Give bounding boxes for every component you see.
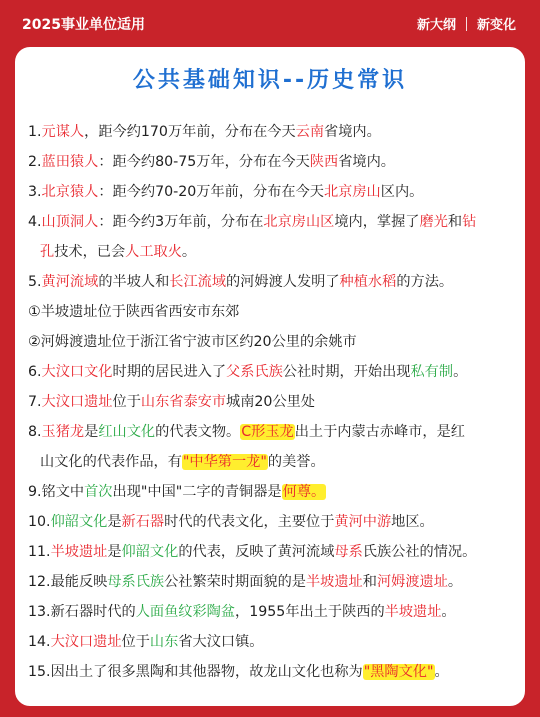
item-key-term: 蓝田猿人 (41, 154, 99, 170)
item-key-term: 人面鱼纹彩陶盆 (135, 604, 236, 620)
list-item-14 (28, 627, 518, 657)
tag-divider (466, 17, 467, 31)
item-text: 的代表，反映了黄河流域 (178, 544, 335, 560)
item-text: 氏族公社的情况。 (362, 544, 477, 560)
item-number: 7. (28, 394, 42, 410)
item-text: 。 (447, 574, 463, 590)
top-banner (0, 0, 540, 40)
item-text: 技术，已会 (54, 244, 126, 260)
item-key-term: 半坡遗址 (50, 544, 108, 560)
item-text: 的代表文物。 (155, 424, 241, 440)
item-number: 2. (28, 154, 42, 170)
item-text: 15.因出土了很多黑陶和其他器物，故龙山文化也称为 (28, 664, 363, 680)
list-item-8 (28, 417, 518, 477)
item-key-term: 母系氏族 (107, 574, 165, 590)
tag-group (417, 14, 516, 33)
item-text: 省境内。 (324, 124, 381, 140)
item-key-term: 大汶口遗址 (41, 394, 113, 410)
list-item-12 (28, 567, 518, 597)
item-text: 城南20公里处 (226, 394, 316, 410)
item-text: 。 (434, 664, 449, 680)
content-card (12, 44, 528, 709)
item-text: 时期的居民进入了 (112, 364, 227, 380)
list-item-15 (28, 657, 518, 687)
item-text: 公社繁荣时期面貌的是 (164, 574, 306, 590)
item-text: 出土于内蒙古赤峰市，是红 (294, 424, 465, 440)
item-key-term: 父系氏族 (226, 364, 283, 380)
item-key-term: 半坡遗址 (384, 604, 442, 620)
item-text: 出现"中国"二字的青铜器是 (112, 484, 282, 500)
item-text: 是 (107, 544, 122, 560)
item-key-term: 私有制 (410, 364, 454, 380)
item-key-term: 北京房山 (323, 184, 381, 200)
item-number: 6. (28, 364, 42, 380)
item-key-term: 孔 (40, 244, 55, 260)
item-text: 12.最能反映 (28, 574, 108, 590)
list-subitem-banpo: ①半坡遗址位于陕西省西安市东郊 (28, 304, 240, 320)
item-text: 省大汶口镇。 (178, 634, 264, 650)
item-key-term: 山东 (149, 634, 179, 650)
list-item-2 (28, 147, 518, 177)
item-text: 地区。 (391, 514, 434, 530)
item-number: 11. (28, 544, 51, 560)
item-highlight: C形玉龙 (241, 424, 294, 440)
item-text: 区内。 (380, 184, 424, 200)
list-item-3 (28, 177, 518, 207)
item-text: 省境内。 (338, 154, 395, 170)
item-key-term: 大汶口遗址 (50, 634, 122, 650)
item-text: 公社时期，开始出现 (282, 364, 411, 380)
list-item-6 (28, 357, 518, 387)
item-number: 10. (28, 514, 51, 530)
item-text: ：距今约80-75万年，分布在今天 (98, 154, 310, 170)
item-highlight: "中华第一龙" (182, 454, 267, 470)
item-number: 4. (28, 214, 42, 230)
item-key-term: 首次 (84, 484, 113, 500)
item-key-term: 山顶洞人 (41, 214, 99, 230)
list-subitem-hemudu: ②河姆渡遗址位于浙江省宁波市区约20公里的余姚市 (28, 334, 357, 350)
item-key-term: 陕西 (309, 154, 339, 170)
item-key-term: 磨光 (419, 214, 448, 230)
list-item-5 (28, 267, 518, 297)
item-text: 位于 (121, 634, 150, 650)
item-number: 1. (28, 124, 42, 140)
list-item-10 (28, 507, 518, 537)
item-text: 境内，掌握了 (334, 214, 420, 230)
list-item-7 (28, 387, 518, 417)
item-key-term: 黄河流域 (41, 274, 99, 290)
list-item-4 (28, 207, 518, 267)
item-text: 位于 (112, 394, 141, 410)
item-text: 的美誉。 (267, 454, 325, 470)
list-item-1 (28, 117, 518, 147)
item-key-term: 玉猪龙 (41, 424, 85, 440)
list-item-11 (28, 537, 518, 567)
item-text: 的河姆渡人发明了 (226, 274, 340, 290)
item-text: 是 (84, 424, 99, 440)
item-key-term: 母系 (334, 544, 363, 560)
tag-new-syllabus: 新大纲 (416, 18, 456, 33)
item-text: 9.铭文中 (28, 484, 85, 500)
item-number: 14. (28, 634, 51, 650)
item-text: 是 (107, 514, 122, 530)
list-item-9 (28, 477, 518, 507)
item-text: 和 (447, 214, 463, 230)
list-item-13 (28, 597, 518, 627)
item-text: ：距今约3万年前，分布在 (98, 214, 264, 230)
item-key-term: 仰韶文化 (50, 514, 108, 530)
item-key-term: 种植水稻 (339, 274, 397, 290)
item-key-term: 红山文化 (98, 424, 156, 440)
audience-label: 2025事业单位适用 (22, 17, 145, 33)
item-highlight: "黑陶文化" (363, 664, 434, 680)
item-key-term: 新石器 (121, 514, 165, 530)
tag-new-changes: 新变化 (476, 18, 516, 33)
item-continuation (28, 447, 518, 477)
item-key-term: 北京猿人 (41, 184, 99, 200)
item-number: 3. (28, 184, 42, 200)
item-number: 5. (28, 274, 42, 290)
item-text: 。 (441, 604, 456, 620)
item-key-term: 人工取火 (125, 244, 182, 260)
item-text: 和 (362, 574, 377, 590)
item-key-term: 北京房山区 (263, 214, 335, 230)
item-text: 时代的代表文化，主要位于 (164, 514, 335, 530)
item-key-term: 长江流域 (169, 274, 227, 290)
item-number: 8. (28, 424, 42, 440)
item-key-term: 元谋人 (41, 124, 85, 140)
item-text: 的方法。 (396, 274, 454, 290)
item-text: ：距今约70-20万年前，分布在今天 (98, 184, 324, 200)
page-title: 公共基础知识--历史常识 (132, 68, 408, 93)
item-key-term: 山东省泰安市 (140, 394, 227, 410)
item-key-term: 大汶口文化 (41, 364, 113, 380)
item-key-term: 钻 (462, 214, 477, 230)
item-text: 。 (181, 244, 197, 260)
item-text: ，距今约170万年前，分布在今天 (84, 124, 296, 140)
item-continuation (28, 237, 518, 267)
item-key-term: 河姆渡遗址 (376, 574, 448, 590)
item-text: 13.新石器时代的 (28, 604, 136, 620)
item-key-term: 云南 (295, 124, 325, 140)
item-key-term: 黄河中游 (334, 514, 392, 530)
item-key-term: 半坡遗址 (305, 574, 363, 590)
item-text: 的半坡人和 (98, 274, 170, 290)
item-text: 山文化的代表作品，有 (40, 454, 182, 470)
item-highlight: 何尊。 (282, 484, 326, 500)
item-key-term: 仰韶文化 (121, 544, 179, 560)
item-text: 。 (453, 364, 468, 380)
item-text: ，1955年出土于陕西的 (235, 604, 385, 620)
